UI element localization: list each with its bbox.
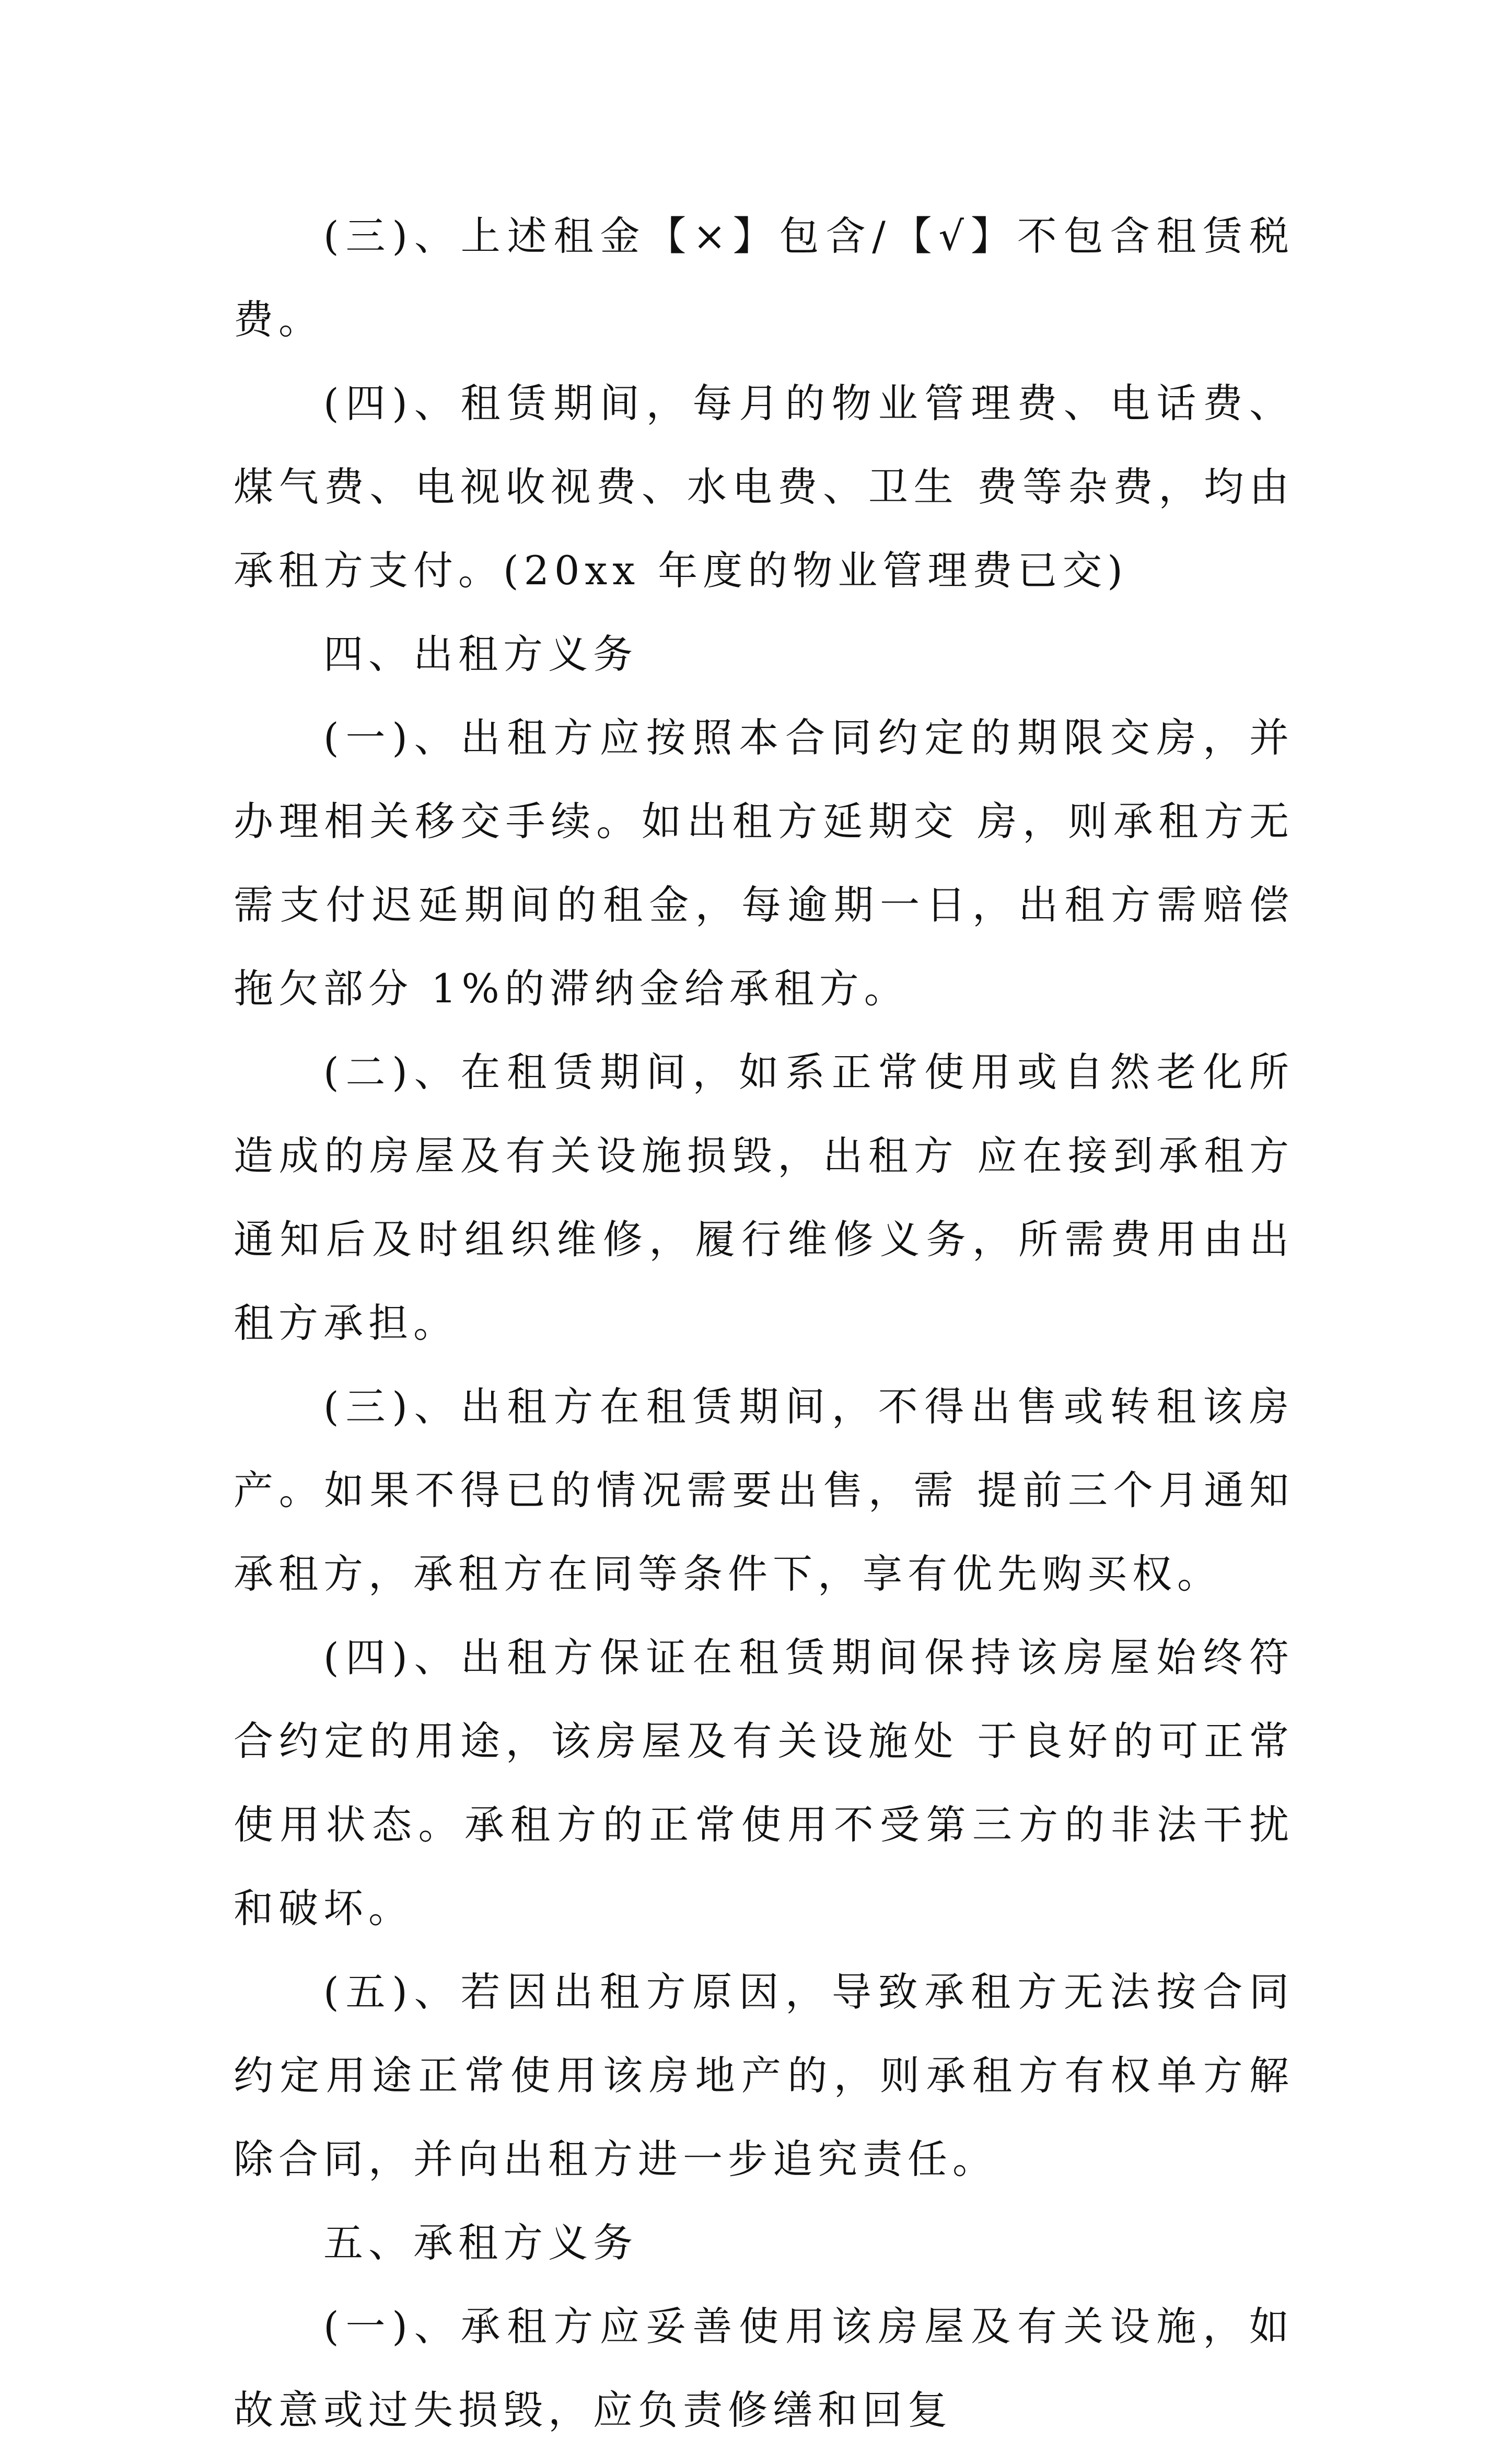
section-heading-lessee-obligations: 五、承租方义务 [323, 2219, 638, 2266]
paragraph-usage-guarantee-clause: (四)、出租方保证在租赁期间保持该房屋始终符合约定的用途，该房屋及有关设施处 于良好的可正常使用状态。承租方的正常使用不受第三方的非法干扰和破坏。 [234, 1634, 1294, 1931]
section-heading-lessor-obligations: 四、出租方义务 [323, 631, 638, 677]
paragraph-handover-clause: (一)、出租方应按照本合同约定的期限交房，并办理相关移交手续。如出租方延期交 房，则承租方无需支付迟延期间的租金，每逾期一日，出租方需赔偿拖欠部分 1%的滞纳金给承租方。 [234, 714, 1294, 1012]
paragraph-termination-clause: (五)、若因出租方原因，导致承租方无法按合同约定用途正常使用该房地产的，则承租方有权单方解除合同，并向出租方进一步追究责任。 [234, 1969, 1294, 2182]
paragraph-sale-restriction-clause: (三)、出租方在租赁期间，不得出售或转租该房产。如果不得已的情况需要出售，需 提前三个月通知承租方，承租方在同等条件下，享有优先购买权。 [234, 1383, 1294, 1597]
paragraph-proper-use-clause: (一)、承租方应妥善使用该房屋及有关设施，如故意或过失损毁，应负责修缮和回复 [234, 2303, 1294, 2433]
paragraph-maintenance-clause: (二)、在租赁期间，如系正常使用或自然老化所造成的房屋及有关设施损毁，出租方 应在接到承租方通知后及时组织维修，履行维修义务，所需费用由出租方承担。 [234, 1049, 1294, 1346]
document-body [234, 194, 1294, 2452]
paragraph-misc-fees-clause: (四)、租赁期间，每月的物业管理费、电话费、煤气费、电视收视费、水电费、卫生 费等杂费，均由承租方支付。(20xx 年度的物业管理费已交) [234, 380, 1294, 594]
paragraph-rent-tax-clause: (三)、上述租金【×】包含/【√】不包含租赁税费。 [234, 213, 1294, 343]
